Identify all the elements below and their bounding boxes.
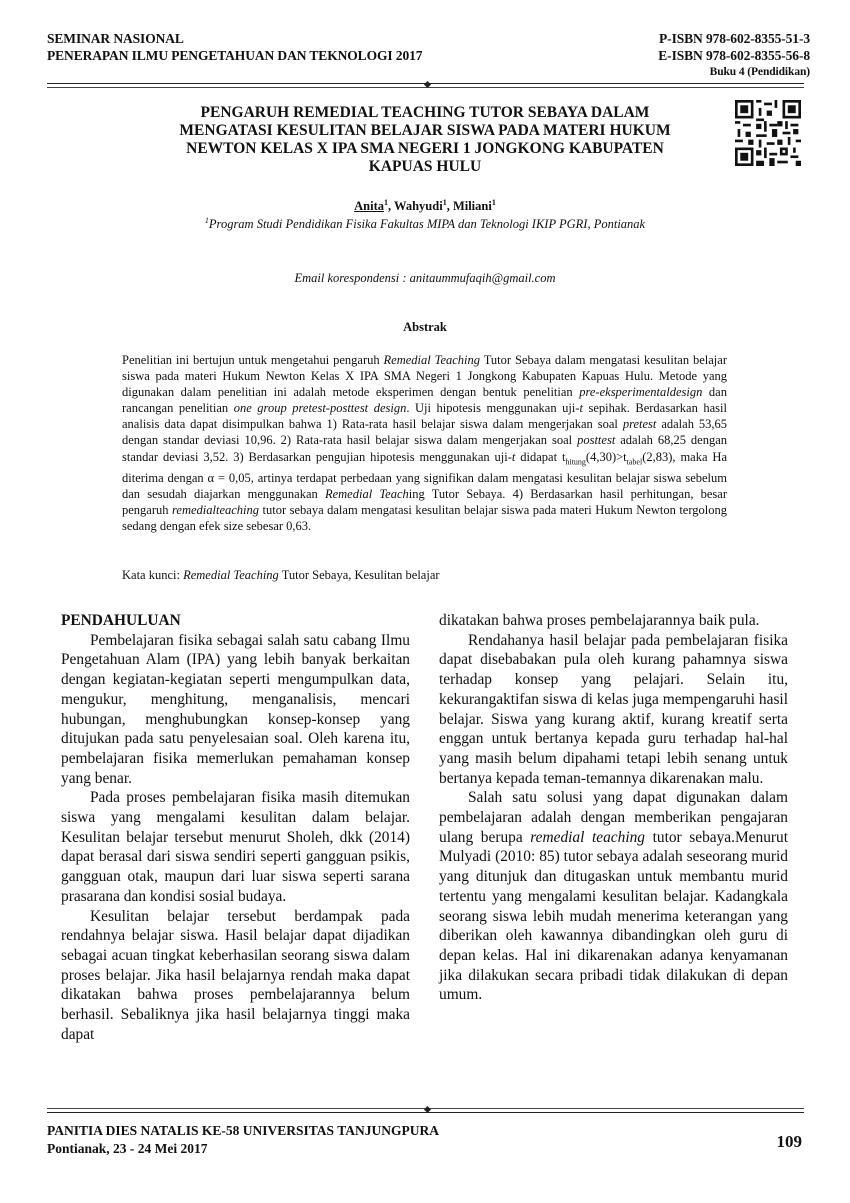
header-right (658, 30, 810, 81)
title-line: PENGARUH REMEDIAL TEACHING TUTOR SEBAYA DALAM (200, 104, 650, 121)
affiliation-mark: 1 (204, 216, 209, 225)
abstract-italic: Remedial Teaching (383, 353, 481, 367)
author-affiliation-mark: 1 (491, 198, 496, 207)
footer-organizer: PANITIA DIES NATALIS KE-58 UNIVERSITAS TANJUNGPURA (47, 1123, 439, 1138)
abstract-span: adalah 68,25 dengan standar deviasi 3,52. 3) Berdasarkan pengujian hipotesis menggunakan uji- (122, 433, 727, 464)
abstract-subscript: tabel (626, 457, 643, 467)
keywords-label: Kata kunci: (122, 568, 184, 582)
abstract-span: (2,83), maka Ha diterima dengan α = 0,05, artinya terdapat perbedaan yang signifikan dalam mengatasi kesulitan belajar siswa sebelum dan sesudah diajarkan menggunakan (122, 449, 727, 502)
header-rule-thin (47, 87, 804, 88)
abstract-subscript: hitung (565, 457, 586, 467)
title-line: MENGATASI KESULITAN BELAJAR SISWA PADA MATERI HUKUM (179, 122, 671, 139)
p-isbn: P-ISBN 978-602-8355-51-3 (659, 31, 810, 46)
abstract-italic: one group pretest-posttest design (233, 401, 407, 416)
affiliation (100, 216, 750, 232)
abstract-span: Tutor Sebaya dalam mengatasi kesulitan belajar siswa pada materi Hukum Newton Kelas X IPA SMA Negeri 1 Jongkong Kabupaten Kapuas Hulu. Metode yang digunakan dalam penelitian ini adalah metode eksperimen dengan bentuk penelitian (122, 353, 727, 400)
title-line: KAPUAS HULU (368, 158, 482, 175)
author-name: Wahyudi (394, 199, 443, 214)
abstract-italic: posttest (577, 433, 616, 448)
abstract-italic: remedialteaching (172, 503, 260, 518)
author-separator: , (446, 199, 453, 214)
paragraph: Pembelajaran fisika sebagai salah satu cabang Ilmu Pengetahuan Alam (IPA) yang lebih banyak berkaitan dengan kegiatan-kegiatan seperti mengumpulkan data, mengukur, menghitung, menganalisis, mencari hubungan, menghubungkan konsep-konsep yang ditujukan pada satu penyelesaian soal. Oleh karena itu, pembelajaran fisika memerlukan pemahaman konsep yang benar. (61, 631, 410, 787)
author-affiliation-mark: 1 (384, 198, 389, 207)
author-name: Anita (354, 199, 385, 214)
paragraph: Pada proses pembelajaran fisika masih ditemukan siswa yang mengalami kesulitan dalam belajar. Kesulitan belajar tersebut menurut Sholeh, dkk (2014) dapat berasal dari siswa sendiri seperti gangguan psikis, gangguan otak, maupun dari luar siswa seperti sarana prasarana dan kondisi sosial budaya. (61, 789, 410, 905)
keywords-italic: Remedial Teaching (183, 568, 279, 582)
header-left (47, 30, 422, 64)
abstract-span: (4,30)>t (585, 449, 627, 464)
abstract-heading: Abstrak (403, 320, 447, 334)
author-name: Miliani (452, 199, 492, 214)
paragraph: dikatakan bahwa proses pembelajarannya baik pula. (439, 612, 760, 629)
author-list (100, 198, 750, 214)
abstract-italic: pretest (622, 417, 657, 432)
footer-left (47, 1122, 439, 1158)
paragraph: Kesulitan belajar tersebut berdampak pada rendahnya belajar siswa. Hasil belajar dapat dijadikan sebagai acuan tingkat keberhasilan seorang siswa dalam proses belajar. Jika hasil belajarnya rendah maka dapat dikatakan bahwa proses pembelajarannya belum berhasil. Sebaliknya jika hasil belajarnya tinggi maka dapat (61, 907, 410, 1043)
keywords-rest: Tutor Sebaya, Kesulitan belajar (278, 568, 440, 582)
keywords (122, 568, 727, 583)
abstract-span: ing Tutor Sebaya. 4) Berdasarkan hasil perhitungan, besar pengaruh (122, 487, 728, 518)
footer-date: Pontianak, 23 - 24 Mei 2017 (47, 1141, 208, 1156)
paragraph: Rendahanya hasil belajar pada pembelajaran fisika dapat disebabakan pula oleh kurang pahamnya siswa terhadap konsep yang pelajari. Selain itu, kekurangaktifan siswa di kelas juga mempengaruhi hasil belajar. Siswa yang kurang aktif, kurang kreatif serta enggan untuk bertanya kepada guru terhadap hal-hal yang masih belum dipahami tetapi lebih senang untuk bertanya kepada teman-temannya dikarenakan malu. (439, 631, 788, 787)
book-label: Buku 4 (Pendidikan) (709, 66, 810, 78)
abstract-italic: pre-eksperimentaldesign (579, 385, 703, 400)
abstract-span: didapat t (515, 449, 566, 464)
qr-code-icon (735, 100, 801, 166)
abstract-span: . Uji hipotesis menggunakan uji- (406, 401, 580, 416)
e-isbn: E-ISBN 978-602-8355-56-8 (658, 48, 810, 63)
section-heading: PENDAHULUAN (61, 612, 181, 629)
correspondence-email: Email korespondensi : anitaummufaqih@gmail.com (294, 271, 556, 285)
abstract-italic: Remedial Teach (324, 487, 409, 502)
abstract-span: dan rancangan penelitian (122, 385, 727, 416)
abstract-italic: t (511, 449, 516, 464)
abstract-text (122, 352, 727, 535)
abstract-span: Penelitian ini bertujun untuk mengetahui pengaruh (122, 353, 384, 367)
paragraph-span: tutor sebaya.Menurut Mulyadi (2010: 85) tutor sebaya adalah seseorang murid yang ditunjuk dan ditugaskan untuk membantu murid tertentu yang mengalami kesulitan belajar. Kadangkala seorang siswa lebih mudah menerima keterangan yang diberikan oleh kawannya dibandingkan oleh guru di depan kelas. Hal ini dikarenakan adanya kenyamanan jika dilakukan secara pribadi tidak dilakukan di depan umum. (439, 828, 788, 1004)
abstract-span: adalah 53,65 dengan standar deviasi 10,96. 2) Rata-rata hasil belajar siswa dalam mengerjakan soal (122, 417, 728, 448)
abstract-italic: t (579, 401, 583, 416)
body-column-left (61, 611, 410, 1044)
footer-rule (47, 1112, 804, 1113)
affiliation-text: Program Studi Pendidikan Fisika Fakultas MIPA dan Teknologi IKIP PGRI, Pontianak (208, 217, 646, 232)
paper-title (140, 104, 710, 176)
paragraph-span: Salah satu solusi yang dapat digunakan dalam pembelajaran adalah dengan memberikan pengajaran ulang berupa (439, 789, 788, 846)
abstract-span: tutor sebaya dalam mengatasi kesulitan belajar siswa pada materi Hukum Newton tergolong sedang dengan efek size sebesar 0,63. (122, 503, 727, 534)
seminar-subtitle: PENERAPAN ILMU PENGETAHUAN DAN TEKNOLOGI 2017 (47, 48, 423, 63)
page-number: 109 (776, 1132, 802, 1151)
seminar-title: SEMINAR NASIONAL (47, 31, 184, 46)
author-affiliation-mark: 1 (442, 198, 447, 207)
author-separator: , (388, 199, 395, 214)
paragraph-italic: remedial teaching (530, 828, 645, 846)
body-column-right (439, 611, 788, 1005)
paragraph (439, 788, 788, 1005)
abstract-span: sepihak. Berdasarkan hasil analisis data dapat disimpulkan bahwa 1) Rata-rata hasil belajar siswa dalam mengerjakan soal (122, 401, 727, 432)
title-line: NEWTON KELAS X IPA SMA NEGERI 1 JONGKONG KABUPATEN (186, 140, 664, 157)
